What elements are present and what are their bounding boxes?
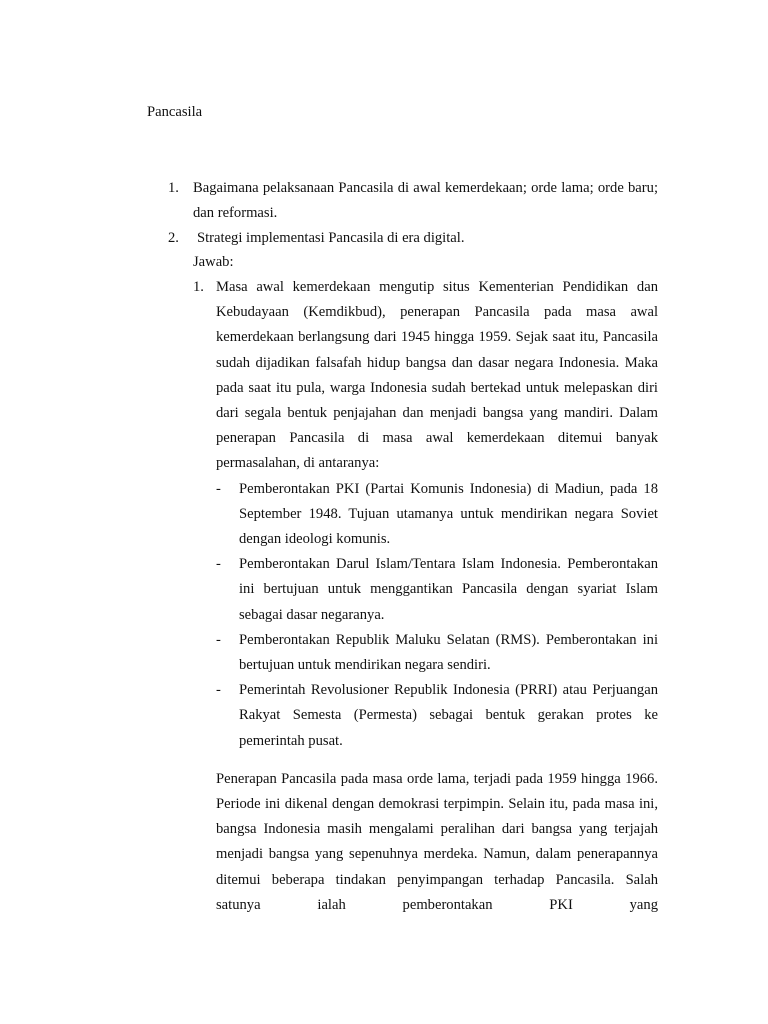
list-item	[216, 477, 658, 553]
list-item-text: Pemberontakan PKI (Partai Komunis Indonesia) di Madiun, pada 18 September 1948. Tujuan utamanya untuk mendirikan negara Soviet dengan ideologi komunis.	[239, 480, 658, 548]
list-item-text: Pemberontakan Republik Maluku Selatan (RMS). Pemberontakan ini bertujuan untuk mendirikan negara sendiri.	[239, 631, 658, 674]
question-item	[168, 226, 658, 251]
orde-lama-paragraph: Penerapan Pancasila pada masa orde lama, terjadi pada 1959 hingga 1966. Periode ini dikenal dengan demokrasi terpimpin. Selain itu, pada masa ini, bangsa Indonesia masih mengalami peralihan dari bangsa yang terjajah menjadi bangsa yang sepenuhnya merdeka. Namun, dalam penerapannya ditemui beberapa tindakan penyimpangan terhadap Pancasila. Salah satunya ialah pemberontakan PKI yang	[216, 770, 658, 913]
answer-body	[216, 275, 658, 918]
list-item-text: Pemerintah Revolusioner Republik Indonesia (PRRI) atau Perjuangan Rakyat Semesta (Permesta) sebagai bentuk gerakan protes ke pemerintah pusat.	[239, 682, 658, 749]
bullet-dash: -	[216, 480, 221, 497]
list-item	[216, 628, 658, 678]
answer-intro-paragraph: Masa awal kemerdekaan mengutip situs Kementerian Pendidikan dan Kebudayaan (Kemdikbud), penerapan Pancasila pada masa awal kemerdekaan berlangsung dari 1945 hingga 1959. Sejak saat itu, Pancasila sudah dijadikan falsafah hidup bangsa dan dasar negara Indonesia. Maka pada saat itu pula, warga Indonesia sudah bertekad untuk melepaskan diri dari segala bentuk penjajahan dan menjadi bangsa yang mandiri. Dalam penerapan Pancasila di masa awal kemerdekaan ditemui banyak permasalahan, di antaranya:	[216, 279, 658, 472]
bullet-dash: -	[216, 682, 221, 699]
list-item-text: Pemberontakan Darul Islam/Tentara Islam Indonesia. Pemberontakan ini bertujuan untuk menggantikan Pancasila dengan syariat Islam sebagai dasar negaranya.	[239, 556, 658, 623]
question-number: 1.	[168, 180, 179, 196]
question-text: Bagaimana pelaksanaan Pancasila di awal kemerdekaan; orde lama; orde baru; dan reformasi.	[193, 180, 658, 222]
document-title: Pancasila	[147, 104, 203, 120]
list-item	[216, 552, 658, 628]
problem-list	[216, 477, 658, 754]
bullet-dash: -	[216, 631, 221, 648]
question-item	[168, 176, 658, 226]
question-number: 2.	[168, 230, 179, 246]
bullet-dash: -	[216, 556, 221, 573]
answer-number: 1.	[193, 279, 204, 295]
list-item	[216, 678, 658, 754]
question-text: Strategi implementasi Pancasila di era digital.	[197, 230, 465, 246]
answer-item	[193, 275, 658, 918]
answer-label: Jawab:	[193, 254, 234, 270]
